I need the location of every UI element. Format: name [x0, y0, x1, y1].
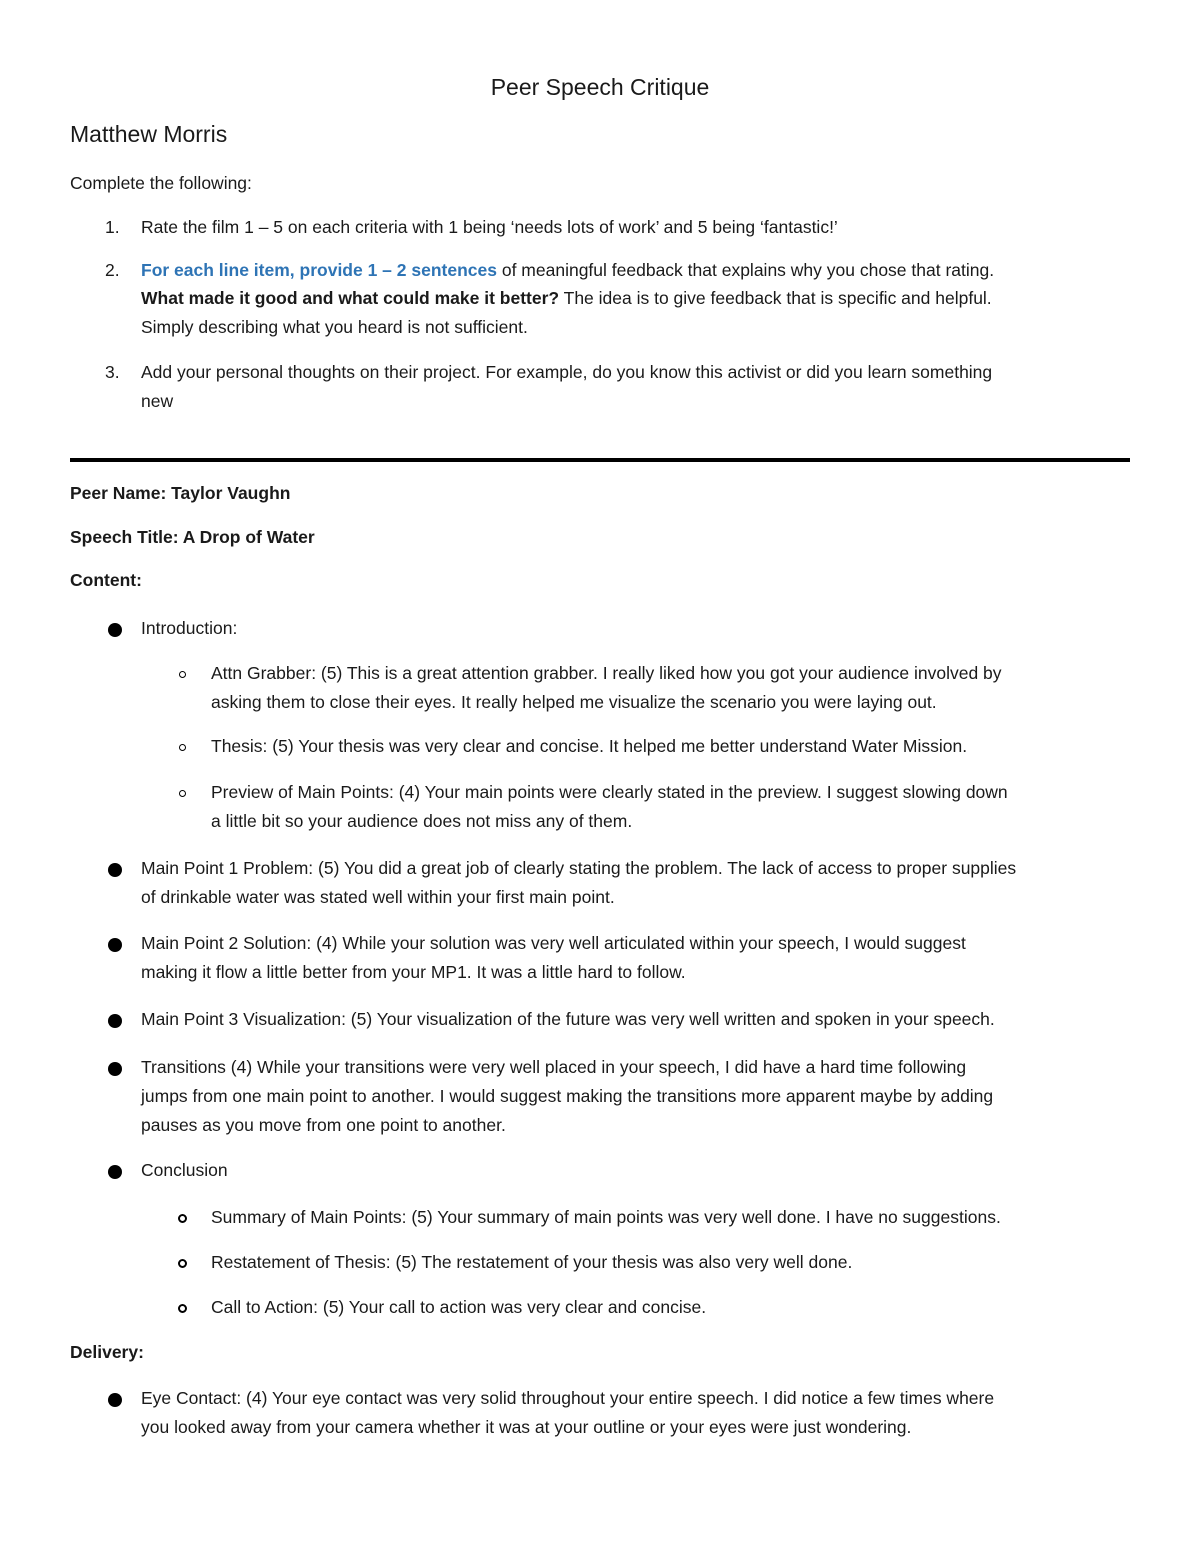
transitions-line-2: jumps from one main point to another. I would suggest making the transitions more apparent maybe by adding: [141, 1086, 994, 1106]
intro-text: Complete the following:: [70, 173, 252, 193]
bullet-icon: [108, 863, 122, 877]
sub-bullet-icon: [178, 1259, 187, 1268]
attn-grabber-line-2: asking them to close their eyes. It really helped me visualize the scenario you were laying out.: [211, 692, 937, 712]
restatement-item: Restatement of Thesis: (5) The restatement of your thesis was also very well done.: [211, 1252, 853, 1272]
transitions-line-1: Transitions (4) While your transitions were very well placed in your speech, I did have a hard time following: [141, 1057, 967, 1077]
bullet-icon: [108, 1165, 122, 1179]
sub-bullet-icon: [178, 1214, 187, 1223]
bullet-icon: [108, 938, 122, 952]
instruction-2-line-3: Simply describing what you heard is not sufficient.: [141, 317, 528, 337]
main-point-1-line-2: of drinkable water was stated well within your first main point.: [141, 887, 615, 907]
introduction-label: Introduction:: [141, 618, 238, 638]
preview-line-1: Preview of Main Points: (4) Your main points were clearly stated in the preview. I suggest slowing down: [211, 782, 1008, 802]
main-point-2-line-1: Main Point 2 Solution: (4) While your solution was very well articulated within your speech, I would suggest: [141, 933, 966, 953]
attn-grabber-line-1: Attn Grabber: (5) This is a great attention grabber. I really liked how you got your audience involved by: [211, 663, 1002, 683]
instruction-2-highlight: For each line item, provide 1 – 2 sentences: [141, 260, 497, 280]
peer-name: Peer Name: Taylor Vaughn: [70, 483, 291, 503]
instruction-1-text: Rate the film 1 – 5 on each criteria with 1 being ‘needs lots of work’ and 5 being ‘fantastic!’: [141, 217, 838, 237]
sub-bullet-icon: [178, 1304, 187, 1313]
instruction-number-3: 3.: [105, 362, 120, 382]
bullet-icon: [108, 1014, 122, 1028]
preview-line-2: a little bit so your audience does not miss any of them.: [211, 811, 633, 831]
sub-bullet-icon: [179, 790, 186, 797]
instruction-2-bold-question: What made it good and what could make it better?: [141, 288, 560, 308]
instruction-2-line-2-rest: The idea is to give feedback that is specific and helpful.: [559, 288, 992, 308]
main-point-2-line-2: making it flow a little better from your MP1. It was a little hard to follow.: [141, 962, 686, 982]
instruction-3-line-1: Add your personal thoughts on their project. For example, do you know this activist or did you learn something: [141, 362, 993, 382]
instruction-2-line-1: [141, 256, 994, 285]
instruction-2-line-1-rest: of meaningful feedback that explains why you chose that rating.: [496, 260, 995, 280]
bullet-icon: [108, 1393, 122, 1407]
bullet-icon: [108, 623, 122, 637]
call-to-action-item: Call to Action: (5) Your call to action was very clear and concise.: [211, 1297, 707, 1317]
eye-contact-line-2: you looked away from your camera whether it was at your outline or your eyes were just wondering.: [141, 1417, 912, 1437]
instruction-number-1: 1.: [105, 217, 120, 237]
main-point-1-line-1: Main Point 1 Problem: (5) You did a great job of clearly stating the problem. The lack of access to proper supplies: [141, 858, 1017, 878]
section-divider: [70, 458, 1130, 462]
author-name: Matthew Morris: [70, 121, 228, 147]
main-point-3: Main Point 3 Visualization: (5) Your visualization of the future was very well written and spoken in your speech.: [141, 1009, 995, 1029]
instruction-number-2: 2.: [105, 260, 120, 280]
sub-bullet-icon: [179, 671, 186, 678]
transitions-line-3: pauses as you move from one point to another.: [141, 1115, 506, 1135]
summary-item: Summary of Main Points: (5) Your summary of main points was very well done. I have no suggestions.: [211, 1207, 1001, 1227]
sub-bullet-icon: [179, 744, 186, 751]
thesis-item: Thesis: (5) Your thesis was very clear and concise. It helped me better understand Water Mission.: [211, 736, 968, 756]
bullet-icon: [108, 1062, 122, 1076]
content-heading: Content:: [70, 570, 142, 590]
conclusion-label: Conclusion: [141, 1160, 228, 1180]
eye-contact-line-1: Eye Contact: (4) Your eye contact was very solid throughout your entire speech. I did notice a few times where: [141, 1388, 995, 1408]
speech-title: Speech Title: A Drop of Water: [70, 527, 315, 547]
document-title: Peer Speech Critique: [490, 74, 710, 100]
delivery-heading: Delivery:: [70, 1342, 144, 1362]
instruction-3-line-2: new: [141, 391, 174, 411]
instruction-2-line-2: [141, 284, 992, 313]
